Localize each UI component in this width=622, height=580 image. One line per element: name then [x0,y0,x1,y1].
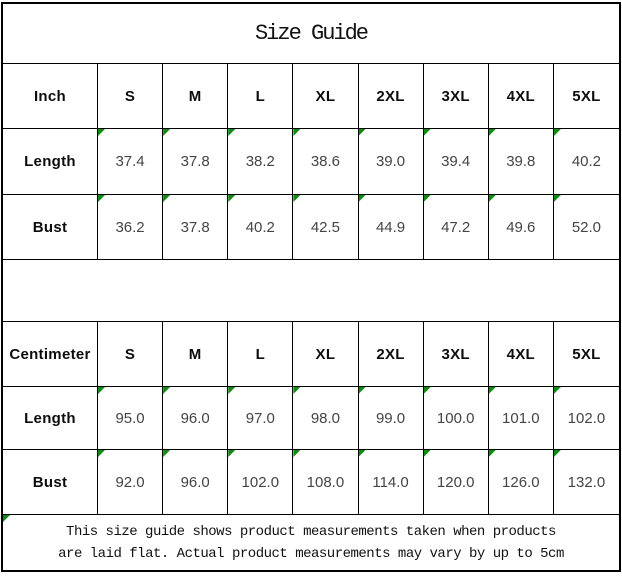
value-cell-text: 101.0 [502,409,540,427]
value-cell-text: 37.8 [180,218,210,236]
size-header-cell [293,322,358,387]
cell-corner-flag-icon [489,129,496,136]
value-cell [98,450,163,515]
value-cell-text: 96.0 [180,473,210,491]
size-header-cell [98,64,163,129]
value-cell [359,195,424,260]
cell-corner-flag-icon [359,450,366,457]
cell-corner-flag-icon [554,450,561,457]
value-cell [554,450,619,515]
cell-corner-flag-icon [489,450,496,457]
unit-header-cell-0 [3,64,98,129]
value-cell [554,387,619,450]
value-cell [359,450,424,515]
row-label-cell [3,129,98,195]
size-header-cell-text: 5XL [572,345,601,363]
value-cell [489,195,554,260]
cell-corner-flag-icon [228,387,235,394]
value-cell [424,387,489,450]
value-cell [228,450,293,515]
value-cell-text: 102.0 [567,409,606,427]
value-cell [163,195,228,260]
page-title [3,4,619,64]
cell-corner-flag-icon [98,387,105,394]
value-cell [228,129,293,195]
cell-corner-flag-icon [228,195,235,202]
value-cell [359,387,424,450]
cell-corner-flag-icon [163,387,170,394]
value-cell [293,450,358,515]
value-cell [98,195,163,260]
size-header-cell-text: 2XL [376,345,405,363]
value-cell-text: 39.4 [441,153,471,170]
size-header-cell [98,322,163,387]
size-header-cell-text: 3XL [441,87,470,105]
value-cell-text: 108.0 [306,473,345,491]
cell-corner-flag-icon [98,129,105,136]
size-guide-sheet [1,2,621,572]
value-cell [293,387,358,450]
unit-header-cell-0-text: Inch [33,87,67,105]
value-cell [489,129,554,195]
value-cell-text: 95.0 [115,409,145,427]
value-cell [98,129,163,195]
value-cell-text: 40.2 [245,218,275,236]
size-header-cell [554,64,619,129]
value-cell-text: 100.0 [436,409,475,427]
value-cell [98,387,163,450]
value-cell-text: 39.0 [375,153,406,170]
value-cell [293,129,358,195]
size-header-cell [424,64,489,129]
row-label-cell [3,450,98,515]
size-header-cell-text: XL [315,345,336,363]
unit-header-cell-1 [3,322,98,387]
footer-note-line2: are laid flat. Actual product measurements may vary by up to 5cm [58,545,564,562]
cell-corner-flag-icon [228,450,235,457]
size-header-cell [489,322,554,387]
page-title-text: Size Guide [254,21,368,46]
value-cell-text: 92.0 [115,473,145,491]
cell-corner-flag-icon [554,387,561,394]
cell-corner-flag-icon [489,387,496,394]
value-cell [424,450,489,515]
value-cell-text: 42.5 [310,218,341,236]
size-header-cell-text: S [124,87,136,105]
value-cell-text: 126.0 [502,473,540,491]
value-cell-text: 44.9 [375,218,406,236]
value-cell [228,387,293,450]
spacer-row [3,260,619,322]
size-header-cell [228,322,293,387]
value-cell-text: 96.0 [180,409,210,427]
value-cell-text: 52.0 [571,218,602,236]
cell-corner-flag-icon [359,195,366,202]
size-header-cell [554,322,619,387]
cell-corner-flag-icon [163,195,170,202]
cell-corner-flag-icon [293,195,300,202]
cell-corner-flag-icon [293,387,300,394]
value-cell-text: 47.2 [441,218,471,236]
cell-corner-flag-icon [163,450,170,457]
cell-corner-flag-icon [424,387,431,394]
cell-corner-flag-icon [489,195,496,202]
size-header-cell [359,322,424,387]
value-cell-text: 120.0 [436,473,475,491]
size-header-cell [228,64,293,129]
value-cell-text: 39.8 [506,153,536,170]
size-header-cell-text: L [255,345,266,363]
size-header-cell [424,322,489,387]
value-cell-text: 38.2 [245,153,275,170]
cell-corner-flag-icon [293,450,300,457]
cell-corner-flag-icon [554,195,561,202]
value-cell-text: 132.0 [567,473,606,491]
value-cell [163,387,228,450]
size-header-cell-text: 3XL [441,345,470,363]
value-cell-text: 49.6 [506,218,536,236]
size-header-cell-text: XL [315,87,336,105]
value-cell-text: 102.0 [241,473,280,491]
size-header-cell-text: S [124,345,136,363]
size-header-cell-text: 2XL [376,87,405,105]
value-cell-text: 114.0 [372,473,409,491]
value-cell [554,195,619,260]
cell-corner-flag-icon [293,129,300,136]
size-header-cell-text: 4XL [506,87,536,105]
row-label-cell-text: Bust [32,218,68,236]
cell-corner-flag-icon [424,195,431,202]
value-cell [228,195,293,260]
unit-header-cell-1-text: Centimeter [9,345,91,363]
row-label-cell-text: Length [24,409,76,427]
cell-corner-flag-icon [359,129,366,136]
value-cell [554,129,619,195]
footer-note-line1: This size guide shows product measurements taken when products [66,523,556,540]
cell-corner-flag-icon [3,515,10,522]
value-cell-text: 97.0 [245,409,275,427]
value-cell [424,129,489,195]
value-cell [489,450,554,515]
size-header-cell-text: L [255,87,266,105]
value-cell-text: 36.2 [115,218,145,236]
row-label-cell-text: Bust [32,473,68,491]
size-header-cell [489,64,554,129]
size-header-cell [293,64,358,129]
value-cell-text: 98.0 [310,409,341,427]
size-header-cell [163,322,228,387]
value-cell [489,387,554,450]
size-header-cell-text: M [188,345,202,363]
cell-corner-flag-icon [359,387,366,394]
size-header-cell [359,64,424,129]
row-label-cell [3,387,98,450]
cell-corner-flag-icon [98,450,105,457]
cell-corner-flag-icon [424,129,431,136]
value-cell [163,129,228,195]
value-cell [163,450,228,515]
size-header-cell [163,64,228,129]
size-header-cell-text: M [188,87,202,105]
value-cell-text: 99.0 [375,409,406,427]
size-header-cell-text: 4XL [506,345,536,363]
cell-corner-flag-icon [554,129,561,136]
value-cell-text: 38.6 [310,153,341,170]
value-cell [359,129,424,195]
cell-corner-flag-icon [424,450,431,457]
cell-corner-flag-icon [98,195,105,202]
row-label-cell-text: Length [24,153,76,170]
row-label-cell [3,195,98,260]
value-cell [293,195,358,260]
footer-note [3,515,619,570]
size-header-cell-text: 5XL [572,87,601,105]
value-cell-text: 37.4 [115,153,145,170]
value-cell-text: 40.2 [571,153,602,170]
value-cell [424,195,489,260]
value-cell-text: 37.8 [180,153,210,170]
cell-corner-flag-icon [163,129,170,136]
cell-corner-flag-icon [228,129,235,136]
